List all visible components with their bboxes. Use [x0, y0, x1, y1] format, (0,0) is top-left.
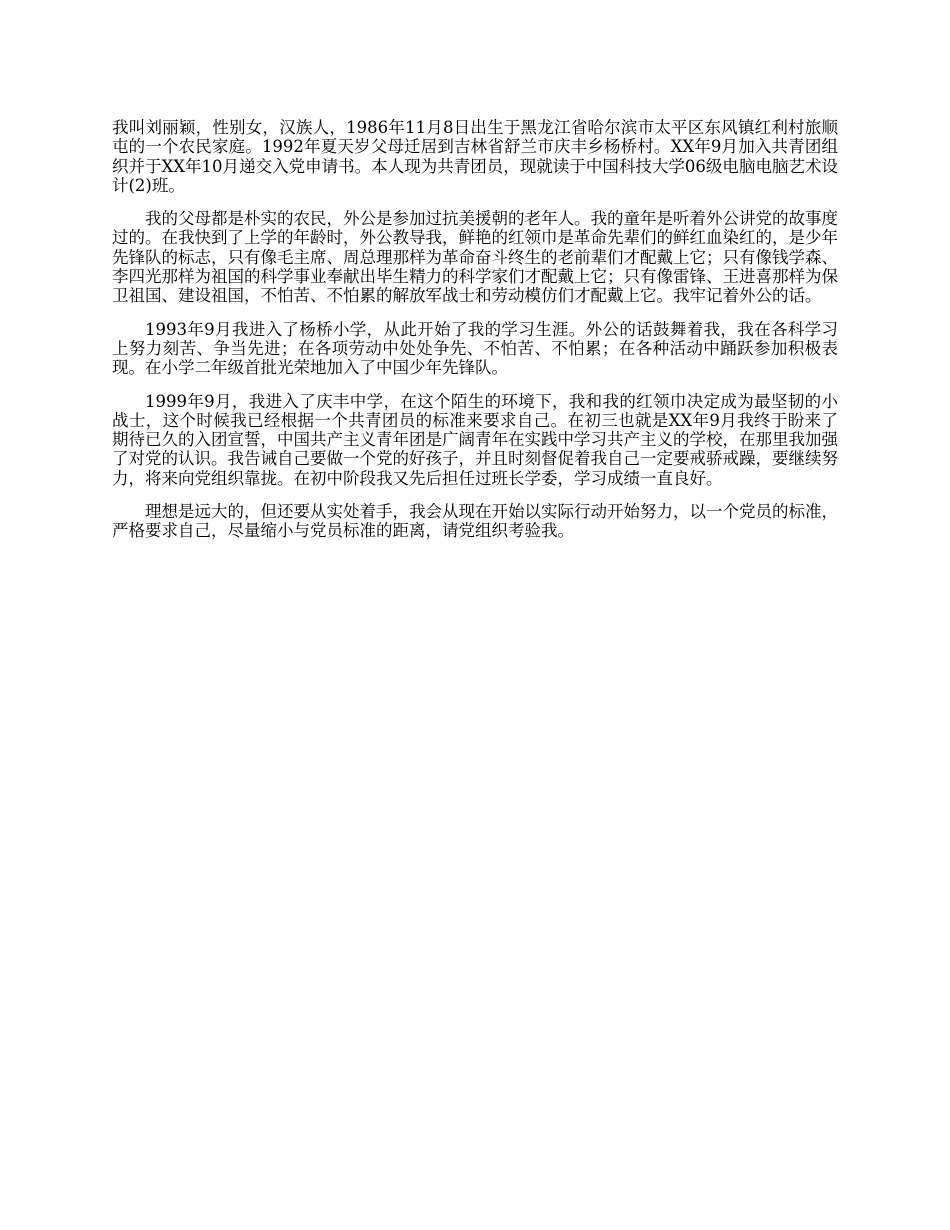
paragraph-primary-school: 1993年9月我进入了杨桥小学，从此开始了我的学习生涯。外公的话鼓舞着我，我在各科学习上努力刻苦、争当先进；在各项劳动中处处争先、不怕苦、不怕累；在各种活动中踊跃参加积极表现。在小学二年级首批光荣地加入了中国少年先锋队。 [112, 319, 838, 378]
paragraph-middle-school: 1999年9月，我进入了庆丰中学，在这个陌生的环境下，我和我的红领巾决定成为最坚韧的小战士，这个时候我已经根据一个共青团员的标准来要求自己。在初三也就是XX年9月我终于盼来了期待已久的入团宣誓，中国共产主义青年团是广阔青年在实践中学习共产主义的学校，在那里我加强了对党的认识。我告诫自己要做一个党的好孩子，并且时刻督促着我自己一定要戒骄戒躁，要继续努力，将来向党组织靠拢。在初中阶段我又先后担任过班长学委，学习成绩一直良好。 [112, 391, 838, 488]
paragraph-childhood: 我的父母都是朴实的农民，外公是参加过抗美援朝的老年人。我的童年是听着外公讲党的故事度过的。在我快到了上学的年龄时，外公教导我，鲜艳的红领巾是革命先辈们的鲜红血染红的，是少年先锋队的标志，只有像毛主席、周总理那样为革命奋斗终生的老前辈们才配戴上它；只有像钱学森、李四光那样为祖国的科学事业奉献出毕生精力的科学家们才配戴上它；只有像雷锋、王进喜那样为保卫祖国、建设祖国，不怕苦、不怕累的解放军战士和劳动模仿们才配戴上它。我牢记着外公的话。 [112, 209, 838, 306]
paragraph-personal-info: 我叫刘丽颖，性别女，汉族人，1986年11月8日出生于黑龙江省哈尔滨市太平区东风镇红利村旅顺屯的一个农民家庭。1992年夏天岁父母迁居到吉林省舒兰市庆丰乡杨桥村。XX年9月加入共青团组织并于XX年10月递交入党申请书。本人现为共青团员，现就读于中国科技大学06级电脑电脑艺术设计(2)班。 [112, 118, 838, 195]
document-body [112, 118, 838, 555]
paragraph-conclusion: 理想是远大的，但还要从实处着手，我会从现在开始以实际行动开始努力，以一个党员的标准，严格要求自己，尽量缩小与党员标准的距离，请党组织考验我。 [112, 502, 838, 541]
